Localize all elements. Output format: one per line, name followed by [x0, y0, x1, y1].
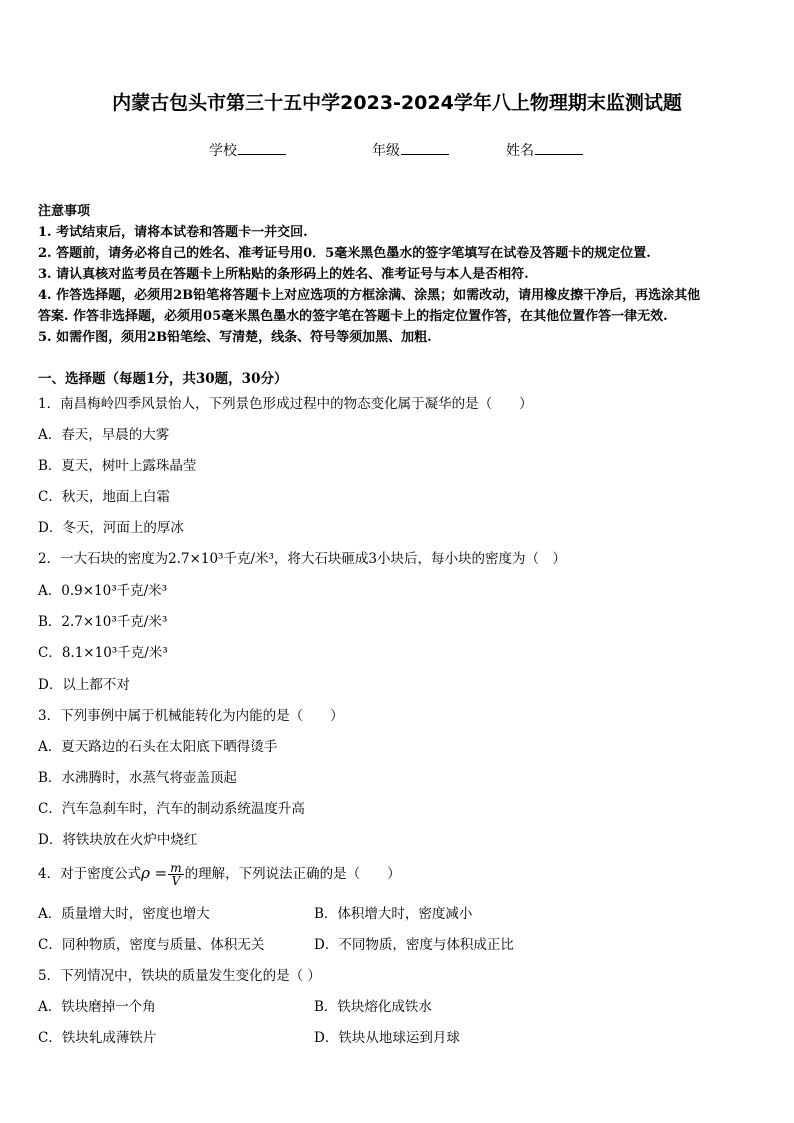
question-3-option-c[interactable]: C．汽车急刹车时，汽车的制动系统温度升高	[38, 801, 305, 817]
notice-item: 3. 请认真核对监考员在答题卡上所粘贴的条形码上的姓名、准考证号与本人是否相符.	[38, 267, 529, 282]
student-info-row	[0, 140, 794, 160]
question-1-option-a[interactable]: A．春天，早晨的大雾	[38, 427, 170, 443]
question-2-stem: 2．一大石块的密度为2.7×10³千克/米³，将大石块砸成3小块后，每小块的密度为（ ）	[38, 551, 567, 567]
formula-denominator: V	[171, 874, 181, 888]
question-4-option-c[interactable]: C．同种物质，密度与质量、体积无关	[38, 937, 265, 953]
formula-numerator: m	[170, 861, 182, 875]
question-3-stem: 3．下列事例中属于机械能转化为内能的是（ ）	[38, 708, 344, 724]
question-5-option-b[interactable]: B．铁块熔化成铁水	[314, 999, 432, 1015]
question-3-option-d[interactable]: D．将铁块放在火炉中烧红	[38, 832, 198, 848]
question-2-option-a[interactable]: A．0.9×10³千克/米³	[38, 583, 168, 599]
question-1-option-c[interactable]: C．秋天，地面上白霜	[38, 489, 170, 505]
name-blank[interactable]	[535, 141, 583, 155]
grade-field	[372, 140, 449, 160]
notice-item: 2. 答题前，请务必将自己的姓名、准考证号用0．5毫米黑色墨水的签字笔填写在试卷及答题卡的规定位置.	[38, 246, 651, 261]
name-field	[506, 140, 583, 160]
grade-label: 年级	[372, 143, 400, 159]
question-5-option-a[interactable]: A．铁块磨掉一个角	[38, 999, 156, 1015]
question-4-stem	[38, 862, 401, 887]
school-field	[209, 140, 286, 160]
notice-heading: 注意事项	[38, 204, 91, 219]
question-4-stem-prefix: 4．对于密度公式	[38, 866, 142, 882]
grade-blank[interactable]	[401, 141, 449, 155]
school-label: 学校	[209, 143, 237, 159]
question-5-stem: 5．下列情况中，铁块的质量发生变化的是（ ）	[38, 968, 321, 984]
question-2-option-b[interactable]: B．2.7×10³千克/米³	[38, 614, 168, 630]
notice-item-continued: 答案. 作答非选择题，必须用05毫米黑色墨水的签字笔在答题卡上的指定位置作答，在其他位置作答一律无效.	[38, 309, 668, 324]
notice-item: 5. 如需作图，须用2B铅笔绘、写清楚，线条、符号等须加黑、加粗.	[38, 330, 432, 345]
exam-title: 内蒙古包头市第三十五中学2023-2024学年八上物理期末监测试题	[112, 92, 682, 114]
question-5-option-d[interactable]: D．铁块从地球运到月球	[314, 1030, 460, 1046]
section-title: 一、选择题（每题1分，共30题，30分）	[38, 371, 288, 387]
question-3-option-a[interactable]: A．夏天路边的石头在太阳底下晒得烫手	[38, 739, 278, 755]
question-1-option-b[interactable]: B．夏天，树叶上露珠晶莹	[38, 458, 197, 474]
density-formula-fraction	[168, 862, 183, 887]
school-blank[interactable]	[238, 141, 286, 155]
question-4-option-b[interactable]: B．体积增大时，密度减小	[314, 906, 473, 922]
question-2-option-c[interactable]: C．8.1×10³千克/米³	[38, 645, 168, 661]
notice-block	[38, 201, 760, 348]
question-4-option-a[interactable]: A．质量增大时，密度也增大	[38, 906, 210, 922]
question-1-stem: 1．南昌梅岭四季风景怡人，下列景色形成过程中的物态变化属于凝华的是（ ）	[38, 396, 533, 412]
notice-item: 4. 作答选择题，必须用2B铅笔将答题卡上对应选项的方框涂满、涂黑；如需改动，请用橡皮擦干净后，再选涂其他	[38, 288, 701, 303]
question-4-stem-suffix: 的理解，下列说法正确的是（ ）	[184, 866, 401, 882]
question-4-option-d[interactable]: D．不同物质，密度与体积成正比	[314, 937, 514, 953]
name-label: 姓名	[506, 143, 534, 159]
question-1-option-d[interactable]: D．冬天，河面上的厚冰	[38, 520, 184, 536]
density-formula-lhs: ρ =	[141, 864, 168, 882]
question-5-option-c[interactable]: C．铁块轧成薄铁片	[38, 1030, 157, 1046]
question-3-option-b[interactable]: B．水沸腾时，水蒸气将壶盖顶起	[38, 770, 237, 786]
question-2-option-d[interactable]: D．以上都不对	[38, 677, 130, 693]
notice-item: 1. 考试结束后，请将本试卷和答题卡一并交回.	[38, 225, 308, 240]
